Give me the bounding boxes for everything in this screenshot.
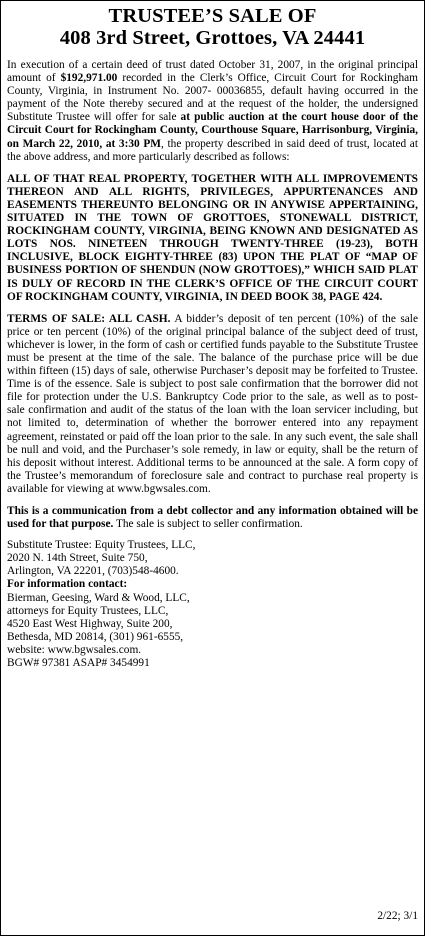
trustee-street: 2020 N. 14th Street, Suite 750, [7, 552, 148, 565]
terms-body: A bidder’s deposit of ten percent (10%) of the sale price or ten percent (10%) of the original principal balance of the subject deed of trust, whichever is lower, in the form of cash or certified funds payable to the Substitute Trustee must be present at the time of the sale. The balance of the purchase price will be due within fifteen (15) days of sale, otherwise Purchaser’s deposit may be forfeited to Trustee. Time is of the essence. Sale is subject to post sale confirmation that the borrower did not file for protection under the U.S. Bankruptcy Code prior to the sale, as well as to post- sale confirmation and audit of the status of the loan with the loan servicer including, but not limited to, determination of whether the borrower entered into any repayment agreement, reinstated or paid off the loan prior to the sale. In any such event, the sale shall be null and void, and the Purchaser’s sole remedy, in law or equity, shall be the return of his deposit without interest. Additional terms to be announced at the sale. A form copy of the Trustee’s memorandum of foreclosure sale and contract to purchase real property is available for viewing at www.bgwsales.com. [7, 312, 418, 495]
reference-numbers: BGW# 97381 ASAP# 3454991 [7, 657, 150, 670]
publication-dates: 2/22; 3/1 [377, 910, 418, 922]
attorney-role: attorneys for Equity Trustees, LLC, [7, 604, 169, 617]
title-line-2: 408 3rd Street, Grottoes, VA 24441 [59, 27, 366, 49]
website-line: website: www.bgwsales.com. [7, 643, 142, 656]
intro-paragraph [7, 59, 418, 164]
intro-text-1: In execution of a certain deed of trust dated October 31, 2007, in the original principal amount of [7, 59, 418, 85]
title-line-1: TRUSTEE’S SALE OF [108, 5, 317, 27]
auction-details: at public auction at the court house door of the Circuit Court for Rockingham County, Courthouse Square, Harrisonburg, Virginia, on March 22, 2010, at 3:30 PM [7, 111, 418, 150]
debt-collector-notice [7, 505, 418, 531]
debt-notice-rest: The sale is subject to seller confirmation. [113, 518, 303, 531]
attorney-street: 4520 East West Highway, Suite 200, [7, 617, 173, 630]
info-contact-heading: For information contact: [7, 578, 128, 591]
principal-amount: $192,971.00 [60, 72, 118, 85]
trustee-name: Substitute Trustee: Equity Trustees, LLC, [7, 539, 196, 552]
contact-block [7, 539, 418, 670]
trustee-city-phone: Arlington, VA 22201, (703)548-4600. [7, 565, 179, 578]
intro-text-3: , the property described in said deed of trust, located at the above address, and more particularly described as follows: [7, 137, 418, 163]
terms-heading: TERMS OF SALE: ALL CASH. [7, 312, 171, 325]
attorney-firm: Bierman, Geesing, Ward & Wood, LLC, [7, 591, 190, 604]
intro-text-2: recorded in the Clerk’s Office, Circuit Court for Rockingham County, Virginia, in Instrument No. 2007- 00036855, default having occurred in the payment of the Note thereby secured and at the request of the holder, the undersigned Substitute Trustee will offer for sale [7, 72, 418, 124]
terms-paragraph [7, 313, 418, 496]
notice-title [7, 5, 418, 49]
legal-description: ALL OF THAT REAL PROPERTY, TOGETHER WITH ALL IMPROVEMENTS THEREON AND ALL RIGHTS, PRIVILEGES, APPURTENANCES AND EASEMENTS THEREUNTO BELONGING OR IN ANYWISE APPERTAINING, SITUATED IN THE TOWN OF GROTTOES, STONEWALL DISTRICT, ROCKINGHAM COUNTY, VIRGINIA, BEING KNOWN AND DESIGNATED AS LOTS NOS. NINETEEN THROUGH TWENTY-THREE (19-23), BOTH INCLUSIVE, BLOCK EIGHTY-THREE (83) UPON THE PLAT OF “MAP OF BUSINESS PORTION OF SHENDUN (NOW GROTTOES),” WHICH SAID PLAT IS DULY OF RECORD IN THE CLERK’S OFFICE OF THE CIRCUIT COURT OF ROCKINGHAM COUNTY, VIRGINIA, IN DEED BOOK 38, PAGE 424. [7, 172, 418, 303]
debt-notice-bold: This is a communication from a debt collector and any information obtained will be used for that purpose. [7, 505, 418, 531]
attorney-city-phone: Bethesda, MD 20814, (301) 961-6555, [7, 630, 184, 643]
